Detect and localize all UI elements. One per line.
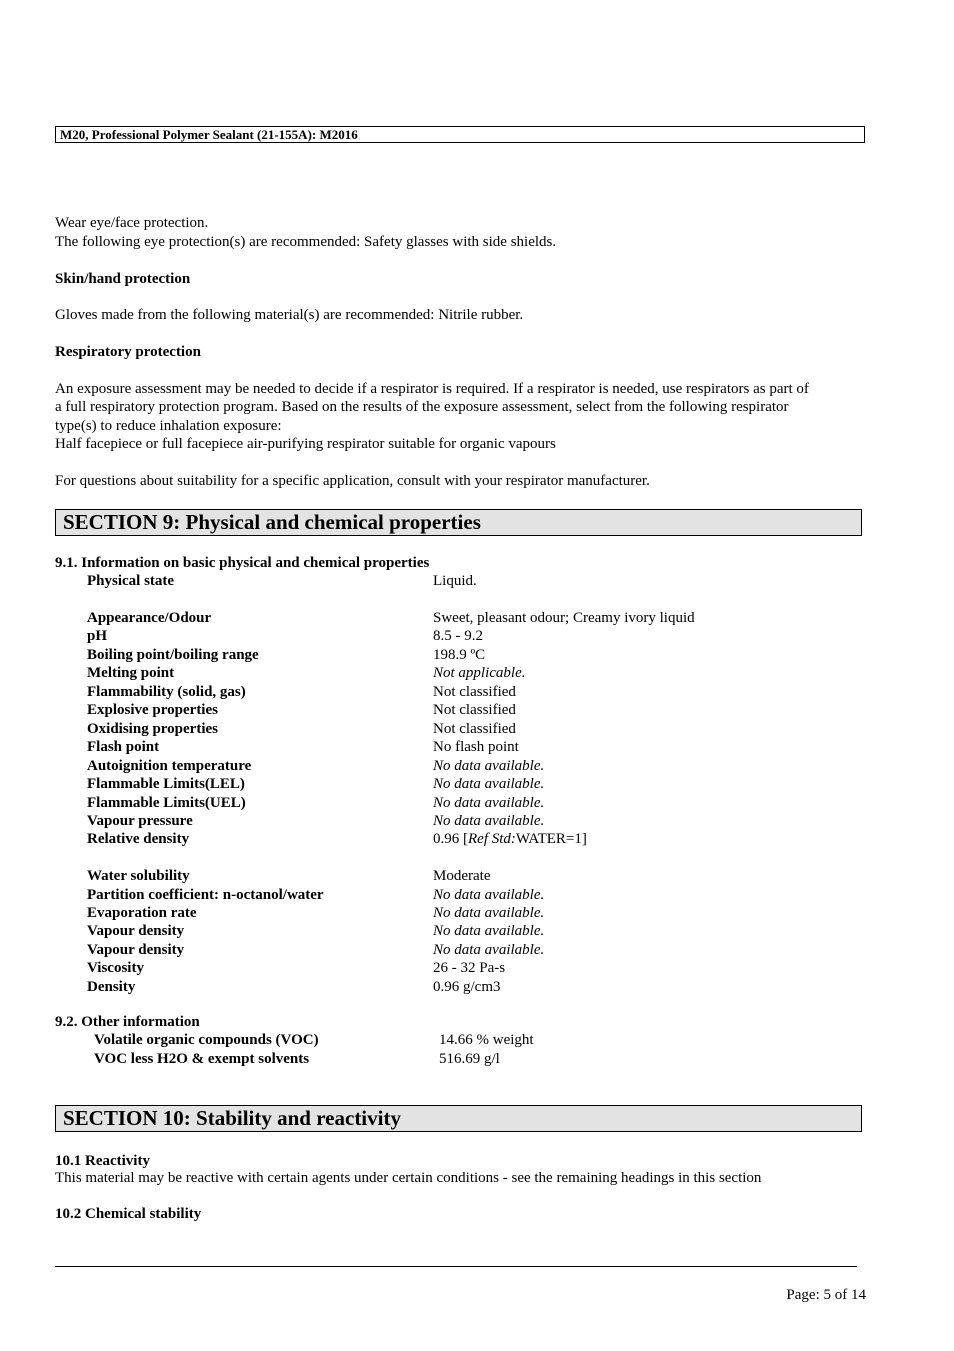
- property-value: 26 - 32 Pa-s: [433, 960, 506, 976]
- document-header-title: M20, Professional Polymer Sealant (21-155A): M2016: [55, 126, 865, 143]
- reactivity-text: This material may be reactive with certain agents under certain conditions - see the remaining headings in this section: [55, 1170, 762, 1186]
- property-label: Oxidising properties: [87, 721, 218, 737]
- property-label: Flammable Limits(UEL): [87, 795, 246, 811]
- property-label: Appearance/Odour: [87, 610, 212, 626]
- property-label: Autoignition temperature: [87, 758, 252, 774]
- property-value: Sweet, pleasant odour; Creamy ivory liquid: [433, 610, 695, 626]
- section-10-title: SECTION 10: Stability and reactivity: [55, 1105, 862, 1132]
- property-label: Flammability (solid, gas): [87, 684, 246, 700]
- respiratory-text-line-4: Half facepiece or full facepiece air-purifying respirator suitable for organic vapours: [55, 436, 556, 452]
- property-label: Viscosity: [87, 960, 144, 976]
- property-value: 0.96 g/cm3: [433, 979, 501, 995]
- property-value: No data available.: [433, 776, 545, 792]
- property-label: Explosive properties: [87, 702, 218, 718]
- page-number: Page: 5 of 14: [786, 1287, 866, 1303]
- section-10-1-heading: 10.1 Reactivity: [55, 1153, 150, 1169]
- property-label: Relative density: [87, 831, 190, 847]
- property-value: No data available.: [433, 887, 545, 903]
- property-value: No data available.: [433, 905, 545, 921]
- section-9-title: SECTION 9: Physical and chemical properties: [55, 509, 862, 536]
- skin-protection-text: Gloves made from the following material(s) are recommended: Nitrile rubber.: [55, 307, 524, 323]
- property-value: No data available.: [433, 758, 545, 774]
- property-label: pH: [87, 628, 108, 644]
- respiratory-text-line-1: An exposure assessment may be needed to decide if a respirator is required. If a respirator is needed, use respirators as part of: [55, 381, 809, 397]
- property-label: Flash point: [87, 739, 160, 755]
- respiratory-text-line-3: type(s) to reduce inhalation exposure:: [55, 418, 282, 434]
- respirator-questions-text: For questions about suitability for a specific application, consult with your respirator manufacturer.: [55, 473, 650, 489]
- respiratory-protection-heading: Respiratory protection: [55, 344, 201, 360]
- property-label: Density: [87, 979, 136, 995]
- eye-protection-line-2: The following eye protection(s) are recommended: Safety glasses with side shields.: [55, 234, 557, 250]
- property-label: Vapour density: [87, 923, 185, 939]
- property-label: Boiling point/boiling range: [87, 647, 259, 663]
- property-value: Not classified: [433, 702, 516, 718]
- property-label: Volatile organic compounds (VOC): [94, 1032, 319, 1048]
- property-value: Not classified: [433, 721, 516, 737]
- section-9-1-heading: 9.1. Information on basic physical and chemical properties: [55, 555, 430, 571]
- property-label: VOC less H2O & exempt solvents: [94, 1051, 310, 1067]
- eye-protection-line-1: Wear eye/face protection.: [55, 215, 209, 231]
- relative-density-value: 0.96 [: [433, 831, 468, 847]
- property-value: No data available.: [433, 923, 545, 939]
- section-9-2-heading: 9.2. Other information: [55, 1014, 200, 1030]
- property-value: No data available.: [433, 942, 545, 958]
- reference-standard-value: WATER=1]: [515, 831, 587, 847]
- property-value: No data available.: [433, 813, 545, 829]
- property-label: Water solubility: [87, 868, 190, 884]
- property-value: [433, 830, 587, 848]
- property-label: Vapour pressure: [87, 813, 193, 829]
- property-label: Partition coefficient: n-octanol/water: [87, 887, 324, 903]
- property-label: Evaporation rate: [87, 905, 197, 921]
- reference-standard-label: Ref Std:: [468, 831, 516, 847]
- property-label: Vapour density: [87, 942, 185, 958]
- property-value: Liquid.: [433, 573, 477, 589]
- respiratory-text-line-2: a full respiratory protection program. Based on the results of the exposure assessment, select from the following respirator: [55, 399, 789, 415]
- property-label: Physical state: [87, 573, 175, 589]
- property-value: 198.9 ºC: [433, 647, 486, 663]
- property-value: No data available.: [433, 795, 545, 811]
- property-value: 8.5 - 9.2: [433, 628, 483, 644]
- property-value: 516.69 g/l: [439, 1051, 500, 1067]
- property-label: Melting point: [87, 665, 175, 681]
- property-value: No flash point: [433, 739, 519, 755]
- section-10-2-heading: 10.2 Chemical stability: [55, 1206, 202, 1222]
- property-value: 14.66 % weight: [439, 1032, 534, 1048]
- property-value: Not applicable.: [433, 665, 526, 681]
- property-value: Not classified: [433, 684, 516, 700]
- skin-protection-heading: Skin/hand protection: [55, 271, 191, 287]
- footer-divider: [55, 1266, 857, 1267]
- property-value: Moderate: [433, 868, 491, 884]
- property-label: Flammable Limits(LEL): [87, 776, 245, 792]
